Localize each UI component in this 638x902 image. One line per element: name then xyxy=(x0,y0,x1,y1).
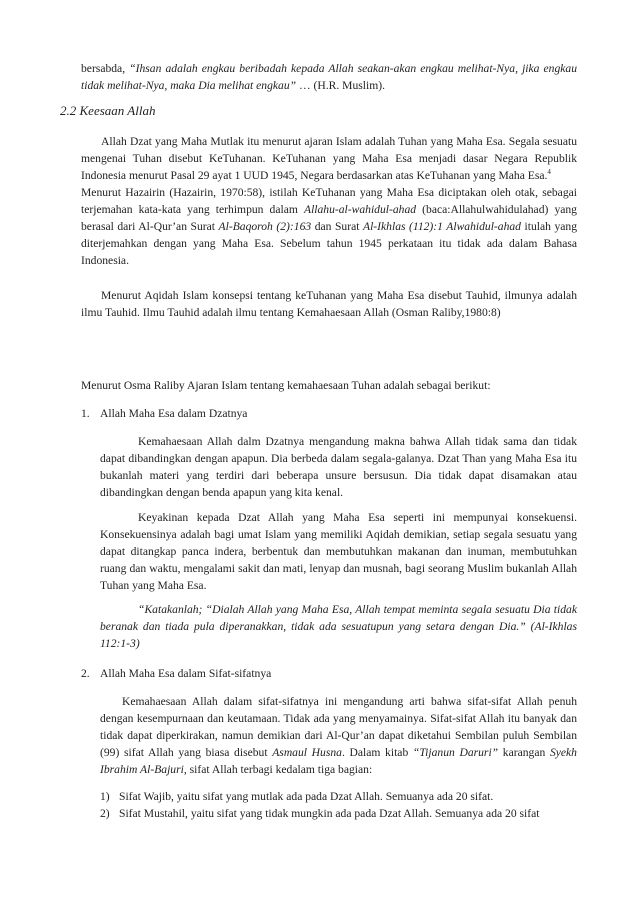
list-item-1-body xyxy=(100,433,577,501)
list-item-1-paragraph: Keyakinan kepada Dzat Allah yang Maha Esa seperti ini mempunyai konsekuensi. Konsekuensinya adalah bagi umat Islam yang memiliki Aqidah demikian, setiap segala sesuatu yang dapat ditangkap panca indera, berbentuk dan membutuhkan makanan dan inuman, membutuhkan ruang dan waktu, mengalami sakit dan mati, lenyap dan musnah, bagi seorang Muslim bukanlah Allah Tuhan yang Maha Esa. xyxy=(100,511,577,592)
list-item-2-text: , sifat Allah terbagi kedalam tiga bagian: xyxy=(183,763,373,776)
quote-prefix: bersabda, xyxy=(81,62,130,75)
paragraph-1-text: Allah Dzat yang Maha Mutlak itu menurut ajaran Islam adalah Tuhan yang Maha Esa. Segala sesuatu mengenai Tuhan disebut KeTuhanan. KeTuhanan yang Maha Esa menjadi dasar Negara Republik Indonesia menurut Pasal 29 ayat 1 UUD 1945, Negara berdasarkan atas KeTuhanan yang Maha Esa. xyxy=(81,135,577,182)
list-item-2-text: karangan xyxy=(498,746,550,759)
list-item-1-paragraph: Kemahaesaan Allah dalm Dzatnya mengandung makna bahwa Allah tidak sama dan tidak dapat dibandingkan dengan apapun. Dia berbeda dalam segala-galanya. Dzat Than yang Maha Esa itu bukanlah materi yang terdiri dari beberapa unsure bersusun. Dia tidak dapat disamakan atau dibandingkan dengan benda apapun yang kita kenal. xyxy=(100,435,577,499)
list-item-2-number: 2. xyxy=(81,667,90,680)
sub-list-text: Sifat Mustahil, yaitu sifat yang tidak mungkin ada pada Dzat Allah. Semuanya ada 20 sifat xyxy=(119,807,540,820)
author-name: Syekh Ibrahim Al-Bajuri xyxy=(100,746,577,776)
section-heading: 2.2 Keesaan Allah xyxy=(60,103,156,118)
list-item-1-quote xyxy=(100,601,577,652)
sub-list-text: Sifat Wajib, yaitu sifat yang mutlak ada pada Dzat Allah. Semuanya ada 20 sifat. xyxy=(119,790,494,803)
footnote-marker: 4 xyxy=(547,168,551,177)
paragraph-4-text: Menurut Osma Raliby Ajaran Islam tentang kemahaesaan Tuhan adalah sebagai berikut: xyxy=(81,379,491,392)
list-item-2-body xyxy=(100,693,577,778)
asmaul-husna-term: Asmaul Husna xyxy=(272,746,342,759)
paragraph-4 xyxy=(81,377,577,394)
paragraph-2-text: itulah yang diterjemahkan dengan yang Maha Esa. Sebelum tahun 1945 perkataan itu tidak ada dalam Bahasa Indonesia. xyxy=(81,220,577,267)
book-title: “Tijanun Daruri” xyxy=(412,746,499,759)
sub-list-number: 2) xyxy=(100,807,110,820)
arabic-term: Allahu-al-wahidul-ahad xyxy=(303,203,417,216)
list-item-1-body-2 xyxy=(100,509,577,594)
quran-quote: “Katakanlah; “Dialah Allah yang Maha Esa, Allah tempat meminta segala sesuatu Dia tidak beranak dan tiada pula diperanakkan, tidak ada sesuatupun yang setara dengan Dia.” (Al-Ikhlas 112:1-3) xyxy=(100,603,577,650)
paragraph-2-text: dan Surat xyxy=(311,220,363,233)
sub-list-number: 1) xyxy=(100,790,110,803)
paragraph-2 xyxy=(81,184,577,269)
surah-reference: Al-Ikhlas (112):1 Alwahidul-ahad xyxy=(363,220,521,233)
paragraph-1 xyxy=(81,133,577,269)
paragraph-2-text: (baca:Allahulwahidulahad) yang berasal dari Al-Qur’an Surat xyxy=(81,203,577,233)
list-item-2-text: Kemahaesaan Allah dalam sifat-sifatnya ini mengandung arti bahwa sifat-sifat Allah penuh dengan kesempurnaan dan keutamaan. Tidak ada yang menyamainya. Sifat-sifat Allah itu banyak dan tidak dapat diperkirakan, namun demikian dari Al-Qur’an dapat diketahui Sembilan puluh Sembilan (99) sifat Allah yang biasa disebut xyxy=(100,695,577,759)
paragraph-3 xyxy=(81,287,577,321)
hadith-quote: “Ihsan adalah engkau beribadah kepada Allah seakan-akan engkau melihat-Nya, jika engkau tidak melihat-Nya, maka Dia melihat engkau” xyxy=(81,62,578,92)
paragraph-3-text: Menurut Aqidah Islam konsepsi tentang keTuhanan yang Maha Esa disebut Tauhid, ilmunya adalah ilmu Tauhid. Ilmu Tauhid adalah ilmu tentang Kemahaesaan Allah (Osman Raliby,1980:8) xyxy=(81,289,577,319)
paragraph-2-text: Menurut Hazairin (Hazairin, 1970:58), istilah KeTuhanan yang Maha Esa diciptakan oleh otak, sebagai terjemahan kata-kata yang terhimpun dalam xyxy=(81,186,577,216)
list-item-2-title: Allah Maha Esa dalam Sifat-sifatnya xyxy=(100,667,272,680)
quote-source: … (H.R. Muslim). xyxy=(299,79,385,92)
list-item-1-title: Allah Maha Esa dalam Dzatnya xyxy=(100,407,248,420)
quote-top-paragraph xyxy=(81,60,577,94)
list-item-1-number: 1. xyxy=(81,407,90,420)
surah-reference: Al-Baqoroh (2):163 xyxy=(218,220,312,233)
list-item-2-text: . Dalam kitab xyxy=(341,746,413,759)
